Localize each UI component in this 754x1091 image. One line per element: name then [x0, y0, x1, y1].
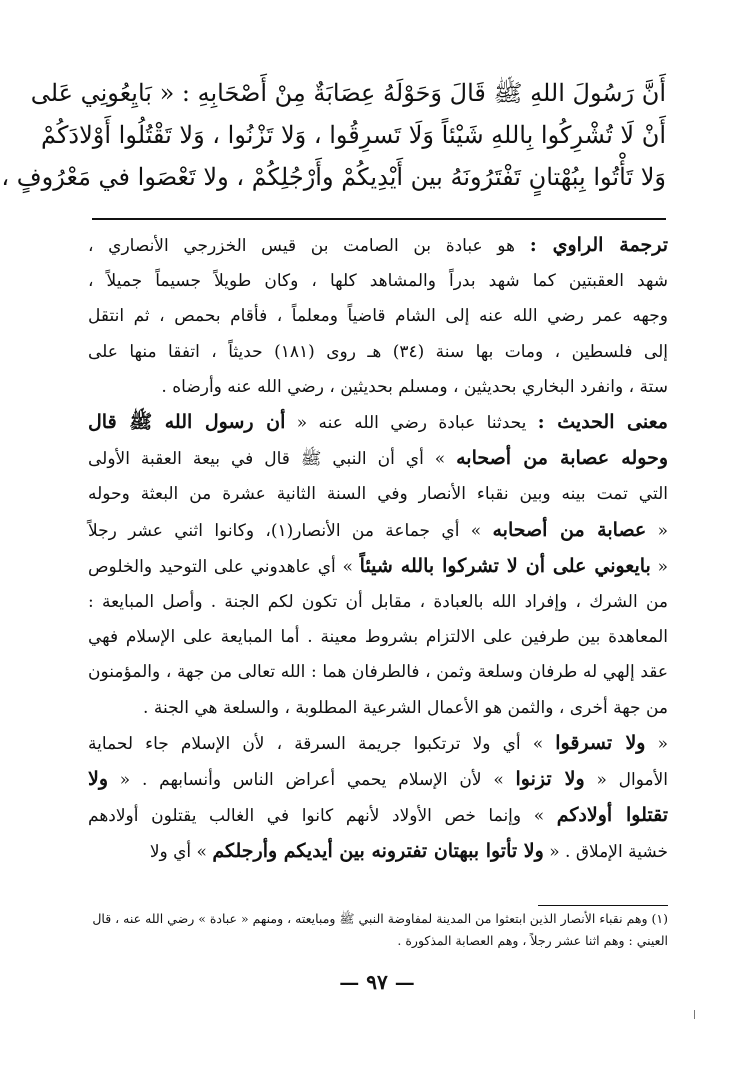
bold-phrase: ولا تسرقوا [555, 731, 646, 754]
commentary-line [88, 477, 668, 512]
footnote-line: (١) وهم نقباء الأنصار الذين ابتعثوا من المدينة لمفاوضة النبي ﷺ ومبايعته ، ومنهم « عبادة » رضي الله عنه ، قال [92, 911, 668, 926]
text-run: » أي أن النبي ﷺ قال في بيعة العقبة الأولى [88, 449, 457, 470]
hadith-text [1, 72, 666, 198]
text-run: وجهه عمر رضي الله عنه إلى الشام قاضياً ومعلماً ، فأقام بحمص ، ثم انتقل [88, 306, 668, 327]
text-run: الأموال « [584, 770, 669, 791]
commentary-line [88, 620, 668, 655]
scan-edge-mark [694, 1010, 695, 1019]
bold-phrase: ولا [88, 768, 109, 791]
text-run: » لأن الإسلام يحمي أعراض الناس وأنسابهم . « [108, 770, 516, 791]
bold-phrase: عصابة من أصحابه [492, 518, 647, 541]
text-run: عقد إلهي له طرفان وسلعة وثمن ، فالطرفان هما : الله تعالى من جهة ، والمؤمنون [88, 662, 668, 683]
text-run: » أي جماعة من الأنصار(١)، وكانوا اثني عشر رجلاً [88, 520, 493, 541]
text-run: شهد العقبتين كما شهد بدراً والمشاهد كلها ، وكان طويلاً جسيماً جميلاً ، [88, 271, 668, 292]
commentary-line [88, 762, 668, 798]
commentary-line [88, 691, 668, 726]
bold-phrase: وحوله عصابة من أصحابه [456, 447, 668, 470]
text-run: من الشرك ، وإفراد الله بالعبادة ، مقابل أن تكون لكم الجنة . وأصل المبايعة : [88, 592, 668, 613]
commentary-line [88, 585, 668, 620]
text-run: يحدثنا عبادة رضي الله عنه « [285, 413, 538, 434]
hadith-line: أَنَّ رَسُولَ اللهِ ﷺ قَالَ وَحَوْلَهُ عِصَابَةٌ مِنْ أَصْحَابِهِ : « بَايِعُونِي عَلى [30, 79, 666, 107]
commentary-line [88, 655, 668, 690]
bold-phrase: بايعوني على أن لا تشركوا بالله شيئاً [359, 554, 651, 577]
bold-phrase: معنى الحديث : [537, 411, 668, 434]
commentary-line [88, 549, 668, 585]
hadith-line: وَلا تَأْتُوا بِبُهْتانٍ تَفْتَرُونَهُ بين أَيْدِيكُمْ وأَرْجُلِكُمْ ، ولا تَعْصَوا في مَعْرُوفٍ ، [1, 163, 666, 191]
commentary-line [88, 405, 668, 441]
commentary-line [88, 335, 668, 370]
text-run: التي تمت بينه وبين نقباء الأنصار وفي السنة الثانية عشرة من البعثة وحوله [88, 484, 668, 505]
hadith-line: أَنْ لَا تُشْرِكُوا بِاللهِ شَيْئاً وَلَا تَسرِقُوا ، وَلا تَزْنُوا ، وَلا تَقْتُلُوا أَوْلادَكُمْ [41, 121, 666, 149]
commentary-line [88, 370, 668, 405]
commentary-line [88, 264, 668, 299]
bold-phrase: ترجمة الراوي : [529, 234, 668, 256]
text-run: » وإنما خص الأولاد لأنهم كانوا في الغالب يقتلون أولادهم [88, 806, 557, 827]
page-number: — ٩٧ — [339, 970, 415, 994]
footnotes [88, 908, 668, 952]
bold-phrase: ولا تزنوا [515, 768, 585, 791]
commentary-line [88, 834, 668, 870]
commentary-line [88, 299, 668, 334]
commentary-line [88, 228, 668, 264]
text-run: المعاهدة بين طرفين على الالتزام بشروط معينة . أما المبايعة على الإسلام فهي [88, 627, 668, 648]
footnote-line: العيني : وهم اثنا عشر رجلاً ، وهم العصابة المذكورة . [397, 933, 668, 948]
commentary-line [88, 513, 668, 549]
text-run: « [650, 556, 668, 577]
text-run: » أي عاهدوني على التوحيد والخلوص [88, 556, 360, 577]
bold-phrase: أن رسول الله ﷺ قال [88, 411, 286, 434]
text-run: « [646, 520, 669, 541]
text-run: خشية الإملاق . « [543, 842, 668, 863]
text-run: ستة ، وانفرد البخاري بحديثين ، ومسلم بحديثين ، رضي الله عنه وأرضاه . [161, 376, 668, 397]
commentary-line [88, 441, 668, 477]
text-run: » أي ولا ترتكبوا جريمة السرقة ، لأن الإسلام جاء لحماية [88, 733, 556, 754]
text-run: من جهة أخرى ، والثمن هو الأعمال الشرعية المطلوبة ، والسلعة هي الجنة . [143, 697, 668, 718]
commentary-line [88, 798, 668, 834]
commentary-line [88, 726, 668, 762]
text-run: هو عبادة بن الصامت بن قيس الخزرجي الأنصاري ، [88, 236, 530, 256]
footnote-separator [538, 905, 668, 906]
text-run: إلى فلسطين ، ومات بها سنة (٣٤) هـ روى (١٨١) حديثاً ، اتفقا منها على [88, 341, 668, 362]
bold-phrase: تقتلوا أولادكم [556, 804, 668, 827]
text-run: » أي ولا [149, 842, 213, 863]
commentary-text [88, 228, 668, 871]
bold-phrase: ولا تأتوا ببهتان تفترونه بين أيديكم وأرجلكم [212, 840, 544, 863]
hadith-underline [92, 218, 666, 220]
text-run: « [645, 733, 668, 754]
